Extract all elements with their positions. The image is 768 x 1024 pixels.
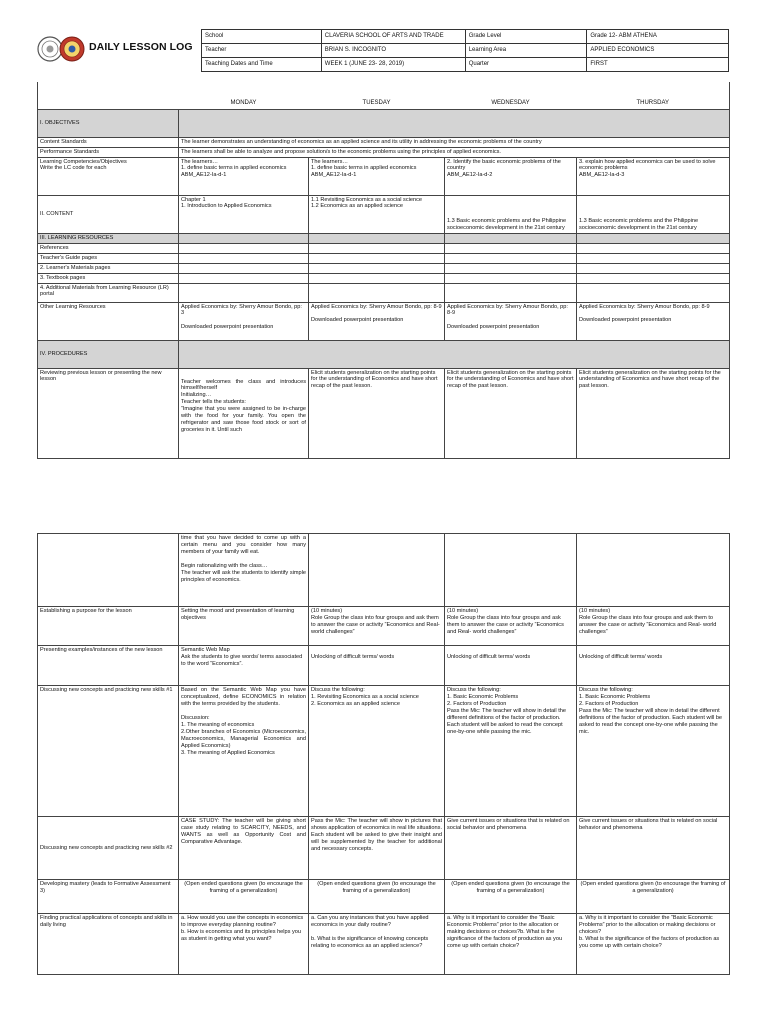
row-label-additional-materials: 4. Additional Materials from Learning Resource (LR) portal — [38, 283, 179, 302]
empty-cell — [445, 253, 577, 263]
info-value: WEEK 1 (JUNE 23- 28, 2019) — [321, 58, 465, 72]
info-value: CLAVERIA SCHOOL OF ARTS AND TRADE — [321, 30, 465, 44]
discussing-2-thursday: Give current issues or situations that is related on social behavior and phenomena — [577, 817, 730, 880]
reviewing-thursday: Elicit students generalization on the starting points for the understanding of Economics and have short recap of the past lesson. — [577, 368, 730, 458]
discussing-1-wednesday: Discuss the following: 1. Basic Economic Problems 2. Factors of Production Pass the Mic: The teacher will show in detail the different definitions of the factor of production. Each student will be asked to read the concept one-by-one while passing the mic. — [445, 686, 577, 817]
performance-standards-value: The learners shall be able to analyze and propose solution/s to the economic problems using the principles of applied economics. — [179, 147, 730, 157]
applications-thursday: a. Why is it important to consider the “Basic Economic Problems” prior to the allocation or making decisions or choices? b. What is the significance of the factors of production as you come up with certain choice? — [577, 914, 730, 975]
empty-cell — [445, 534, 577, 607]
day-header-wednesday: WEDNESDAY — [445, 82, 577, 109]
info-value: APPLIED ECONOMICS — [587, 44, 729, 58]
competency-thursday: 3. explain how applied economics can be used to solve economic problems ABM_AE12-Ia-d-3 — [577, 157, 730, 195]
page-title: DAILY LESSON LOG — [89, 41, 193, 53]
empty-cell — [179, 263, 309, 273]
info-label: Teacher — [202, 44, 322, 58]
competency-monday: The learners… 1. define basic terms in applied economics ABM_AE12-Ia-d-1 — [179, 157, 309, 195]
empty-cell — [309, 263, 445, 273]
reviewing-monday: Teacher welcomes the class and introduces himself/herself Initializing… Teacher tells the students: “Imagine that you were assigned to be in-charge with the food for your family. You open the refrigerator and saw those food stock or sort of groceries in it. Until such — [179, 368, 309, 458]
content-thursday: 1.3 Basic economic problems and the Philippine socioeconomic development in the 21st century — [577, 195, 730, 233]
empty-cell — [179, 243, 309, 253]
content-monday: Chapter 1 1. Introduction to Applied Economics — [179, 195, 309, 233]
row-label-discussing-1: Discussing new concepts and practicing new skills #1 — [38, 686, 179, 817]
row-label-applications: Finding practical applications of concepts and skills in daily living — [38, 914, 179, 975]
row-label-reviewing: Reviewing previous lesson or presenting the new lesson — [38, 368, 179, 458]
section-fill — [179, 109, 730, 137]
examples-thursday: Unlocking of difficult terms/ words — [577, 646, 730, 686]
row-label-content: II. CONTENT — [38, 195, 179, 233]
lesson-table-page-1 — [37, 82, 730, 459]
mastery-tuesday: (Open ended questions given (to encourage the framing of a generalization) — [309, 880, 445, 914]
row-label-learning-resources: III. LEARNING RESOURCES — [38, 233, 179, 243]
row-label-mastery: Developing mastery (leads to Formative Assessment 3) — [38, 880, 179, 914]
empty-cell — [445, 263, 577, 273]
row-label-competencies: Learning Competencies/Objectives Write the LC code for each — [38, 157, 179, 195]
deped-seals-icon — [37, 31, 85, 67]
info-label: Quarter — [465, 58, 587, 72]
row-label-examples: Presenting examples/instances of the new lesson — [38, 646, 179, 686]
discussing-1-tuesday: Discuss the following: 1. Revisiting Economics as a social science 2. Economics as an applied science — [309, 686, 445, 817]
empty-cell — [309, 283, 445, 302]
day-header-thursday: THURSDAY — [577, 82, 730, 109]
discussing-1-monday: Based on the Semantic Web Map you have conceptualized, define ECONOMICS in relation with the terms provided by the students. Discussion: 1. The meaning of economics 2.Other branches of Economics (Microeconomics, Macroeconomics, Managerial Economics and Applied Economics) 3. The meaning of Applied Economics — [179, 686, 309, 817]
info-label: School — [202, 30, 322, 44]
empty-cell — [179, 253, 309, 263]
empty-cell — [179, 233, 309, 243]
discussing-2-wednesday: Give current issues or situations that is related on social behavior and phenomena — [445, 817, 577, 880]
empty-cell — [577, 273, 730, 283]
empty-cell — [179, 283, 309, 302]
applications-monday: a. How would you use the concepts in economics to improve everyday planning routine? b. How is economics and its principles helps you as student in getting what you want? — [179, 914, 309, 975]
day-header-monday: MONDAY — [179, 82, 309, 109]
applications-tuesday: a. Can you any instances that you have applied economics in your daily routine? b. What is the significance of knowing concepts relating to economics as an applied science? — [309, 914, 445, 975]
info-label: Learning Area — [465, 44, 587, 58]
reviewing-tuesday: Elicit students generalization on the starting points for the understanding of Economics and have short recap of the past lesson. — [309, 368, 445, 458]
empty-cell — [309, 534, 445, 607]
competency-tuesday: The learners… 1. define basic terms in applied economics ABM_AE12-Ia-d-1 — [309, 157, 445, 195]
purpose-tuesday: (10 minutes) Role Group the class into four groups and ask them to answer the case or activity “Economics and Real- world challenges” — [309, 607, 445, 646]
purpose-thursday: (10 minutes) Role Group the class into four groups and ask them to answer the case or activity “Economics and Real- world challenges” — [577, 607, 730, 646]
row-label-content-standards: Content Standards — [38, 137, 179, 147]
empty-cell — [577, 243, 730, 253]
row-label-teachers-guide: Teacher's Guide pages — [38, 253, 179, 263]
empty-cell — [179, 273, 309, 283]
empty-cell — [309, 273, 445, 283]
content-tuesday: 1.1 Revisiting Economics as a social science 1.2 Economics as an applied science — [309, 195, 445, 233]
corner-cell — [38, 82, 179, 109]
continuation-monday: time that you have decided to come up with a certain menu and you consider how many members of your family will eat. Begin rationalizing with the class… The teacher will ask the students to identify simple principles of economics. — [179, 534, 309, 607]
empty-cell — [577, 253, 730, 263]
purpose-monday: Setting the mood and presentation of learning objectives — [179, 607, 309, 646]
purpose-wednesday: (10 minutes) Role Group the class into four groups and ask them to answer the case or activity “Economics and Real- world challenges” — [445, 607, 577, 646]
applications-wednesday: a. Why is it important to consider the “Basic Economic Problems” prior to the allocation or making decisions or choices?b. What is the significance of the factors of production as you come up with certain choice? — [445, 914, 577, 975]
discussing-2-tuesday: Pass the Mic: The teacher will show in pictures that shows application of economics in real life situations. Each student will be asked to give their insight and will be supplemented by the teacher for additional and necessary concepts. — [309, 817, 445, 880]
discussing-1-thursday: Discuss the following: 1. Basic Economic Problems 2. Factors of Production Pass the Mic: The teacher will show in detail the different definitions of the factor of production. Each student will be asked to read the concept one-by-one while passing the mic. — [577, 686, 730, 817]
other-resources-tuesday: Applied Economics by: Sherry Amour Bondo, pp: 8-9 Downloaded powerpoint presentation — [309, 302, 445, 340]
empty-cell — [309, 243, 445, 253]
mastery-thursday: (Open ended questions given (to encourage the framing of a generalization) — [577, 880, 730, 914]
content-wednesday: 1.3 Basic economic problems and the Philippine socioeconomic development in the 21st century — [445, 195, 577, 233]
row-label-learners-materials: 2. Learner's Materials pages — [38, 263, 179, 273]
mastery-wednesday: (Open ended questions given (to encourage the framing of a generalization) — [445, 880, 577, 914]
examples-tuesday: Unlocking of difficult terms/ words — [309, 646, 445, 686]
empty-cell — [38, 534, 179, 607]
school-info-table — [201, 29, 729, 72]
empty-cell — [577, 283, 730, 302]
competency-wednesday: 2. Identify the basic economic problems of the country ABM_AE12-Ia-d-2 — [445, 157, 577, 195]
empty-cell — [445, 273, 577, 283]
reviewing-wednesday: Elicit students generalization on the starting points for the understanding of Economics and have short recap of the past lesson. — [445, 368, 577, 458]
mastery-monday: (Open ended questions given (to encourage the framing of a generalization) — [179, 880, 309, 914]
examples-wednesday: Unlocking of difficult terms/ words — [445, 646, 577, 686]
content-standards-value: The learner demonstrates an understanding of economics as an applied science and its utility in addressing the economic problems of the country — [179, 137, 730, 147]
other-resources-monday: Applied Economics by: Sherry Amour Bondo, pp: 3 Downloaded powerpoint presentation — [179, 302, 309, 340]
examples-monday: Semantic Web Map Ask the students to give words/ terms associated to the word “Economics”. — [179, 646, 309, 686]
empty-cell — [577, 534, 730, 607]
section-fill — [179, 340, 730, 368]
day-header-tuesday: TUESDAY — [309, 82, 445, 109]
empty-cell — [445, 233, 577, 243]
lesson-log-header — [37, 29, 729, 73]
row-label-textbook: 3. Textbook pages — [38, 273, 179, 283]
info-value: FIRST — [587, 58, 729, 72]
row-label-other-resources: Other Learning Resources — [38, 302, 179, 340]
info-label: Grade Level — [465, 30, 587, 44]
section-procedures: IV. PROCEDURES — [38, 340, 179, 368]
discussing-2-monday: CASE STUDY: The teacher will be giving short case study relating to SCARCITY, NEEDS, and WANTS as well as Opportunity Cost and Comparative Advantage. — [179, 817, 309, 880]
empty-cell — [577, 263, 730, 273]
empty-cell — [577, 233, 730, 243]
empty-cell — [445, 283, 577, 302]
other-resources-wednesday: Applied Economics by: Sherry Amour Bondo, pp: 8-9 Downloaded powerpoint presentation — [445, 302, 577, 340]
info-value: BRIAN S. INCOGNITO — [321, 44, 465, 58]
empty-cell — [309, 253, 445, 263]
empty-cell — [309, 233, 445, 243]
info-label: Teaching Dates and Time — [202, 58, 322, 72]
lesson-table-page-2 — [37, 533, 730, 975]
row-label-references: References — [38, 243, 179, 253]
empty-cell — [445, 243, 577, 253]
row-label-performance-standards: Performance Standards — [38, 147, 179, 157]
other-resources-thursday: Applied Economics by: Sherry Amour Bondo, pp: 8-9 Downloaded powerpoint presentation — [577, 302, 730, 340]
section-objectives: I. OBJECTIVES — [38, 109, 179, 137]
info-value: Grade 12- ABM ATHENA — [587, 30, 729, 44]
row-label-discussing-2: Discussing new concepts and practicing new skills #2 — [38, 817, 179, 880]
row-label-purpose: Establishing a purpose for the lesson — [38, 607, 179, 646]
